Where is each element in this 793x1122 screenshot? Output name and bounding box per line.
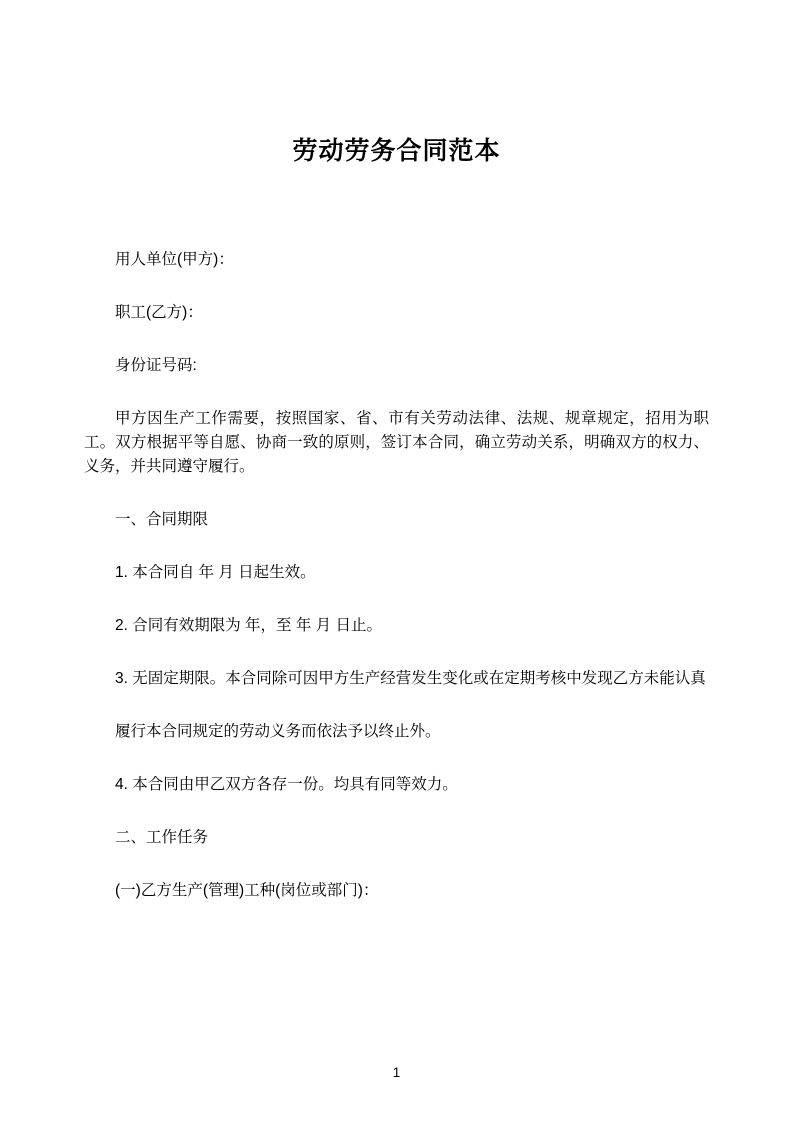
spacer — [84, 378, 709, 407]
spacer — [84, 850, 709, 879]
page-number: 1 — [392, 1065, 401, 1080]
paragraph-clause-1-3: 3. 无固定期限。本合同除可因甲方生产经营发生变化或在定期考核中发现乙方未能认真 — [115, 670, 706, 688]
paragraph-clause-1-3-cont: 履行本合同规定的劳动义务而依法予以终止外。 — [115, 723, 441, 741]
spacer — [84, 479, 709, 508]
paragraph-id-number: 身份证号码: — [115, 357, 197, 375]
document-body — [84, 166, 709, 903]
paragraph-clause-1-4: 4. 本合同由甲乙双方各存一份。均具有同等效力。 — [115, 776, 458, 794]
spacer — [84, 638, 709, 667]
spacer — [84, 585, 709, 614]
spacer — [84, 691, 709, 720]
spacer — [84, 532, 709, 561]
paragraph-employee: 职工(乙方)： — [115, 304, 203, 322]
spacer — [84, 797, 709, 826]
spacer — [84, 744, 709, 773]
paragraph-employer: 用人单位(甲方)： — [115, 251, 234, 268]
paragraph-clause-1-2: 2. 合同有效期限为 年，至 年 月 日止。 — [115, 617, 382, 635]
spacer — [84, 325, 709, 354]
heading-section-two: 二、工作任务 — [115, 829, 209, 847]
page-title: 劳动劳务合同范本 — [292, 137, 501, 165]
heading-section-one: 一、合同期限 — [115, 511, 209, 529]
paragraph-preamble: 甲方因生产工作需要，按照国家、省、市有关劳动法律、法规、规章规定，招用为职工。双方根据平等自愿、协商一致的原则，签订本合同，确立劳动关系，明确双方的权力、义务，并共同遵守履行。 — [84, 410, 709, 476]
paragraph-clause-2-1: (一)乙方生产(管理)工种(岗位或部门)： — [115, 882, 379, 900]
spacer — [84, 272, 709, 301]
paragraph-clause-1-1: 1. 本合同自 年 月 日起生效。 — [115, 564, 316, 582]
